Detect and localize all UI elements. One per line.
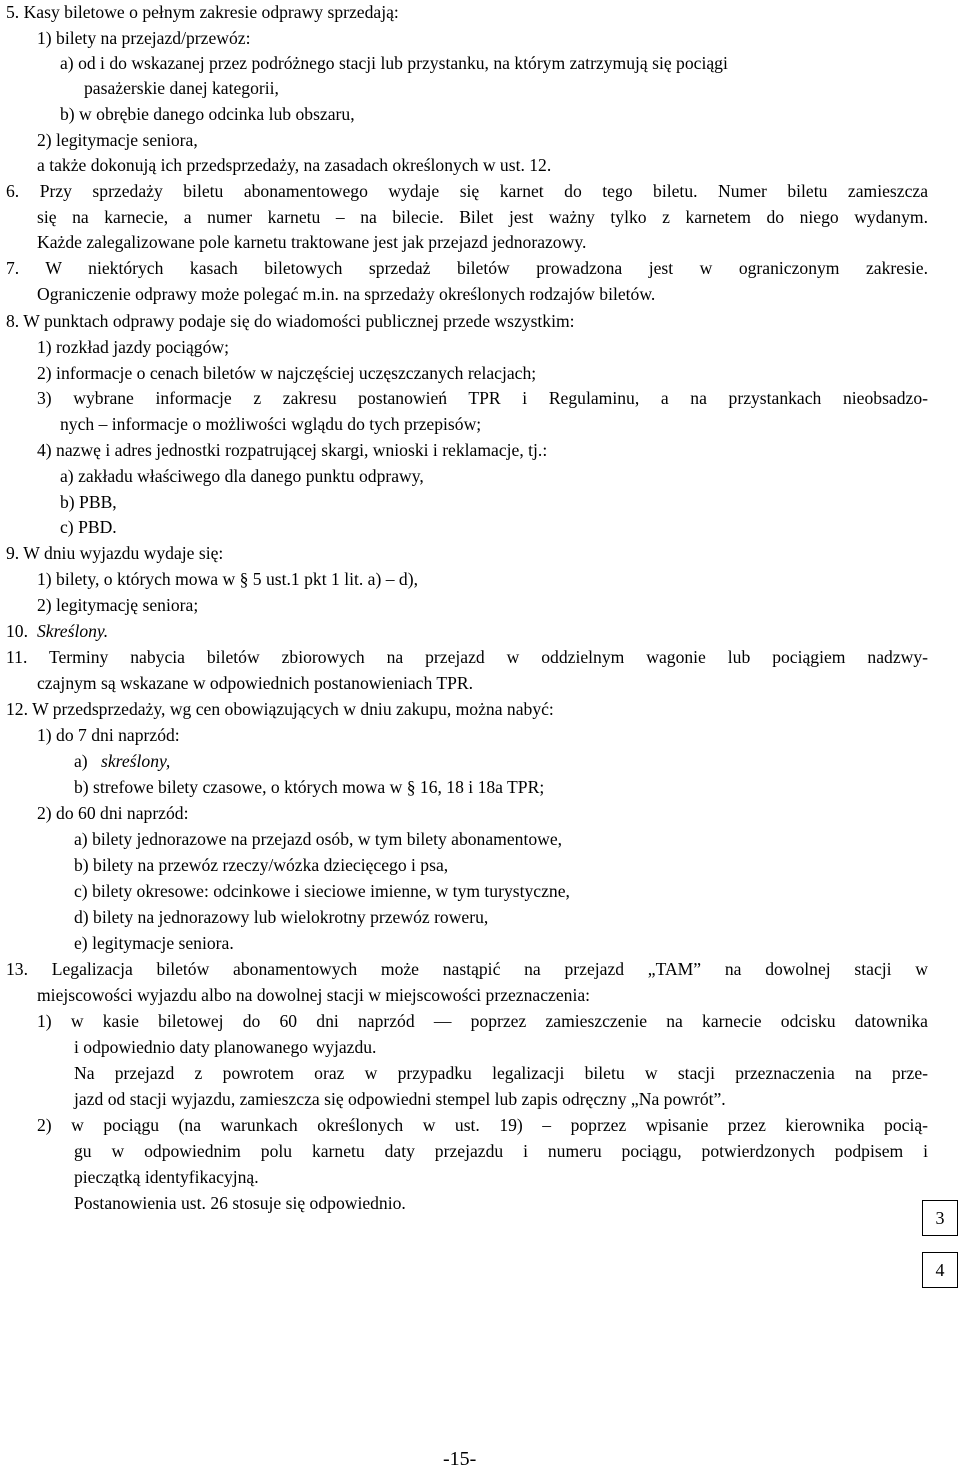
text-line: pasażerskie danej kategorii,	[84, 78, 279, 98]
text-line: Na przejazd z powrotem oraz w przypadku legalizacji biletu w stacji przeznaczenia na prze-	[74, 1063, 928, 1083]
text-line: a) od i do wskazanej przez podróżnego stacji lub przystanku, na którym zatrzymują się pociągi	[60, 53, 728, 73]
text-line: b) w obrębie danego odcinka lub obszaru,	[60, 104, 355, 124]
text-line: c) PBD.	[60, 517, 117, 537]
text-line: pieczątką identyfikacyjną.	[74, 1167, 259, 1187]
text-line: miejscowości wyjazdu albo na dowolnej stacji w miejscowości przeznaczenia:	[37, 985, 591, 1005]
text-line: jazd od stacji wyjazdu, zamieszcza się odpowiedni stempel lub zapis odręczny „Na powrót”.	[74, 1089, 726, 1109]
text-line: 2) legitymacje seniora,	[37, 130, 198, 150]
item-number: 10.	[6, 621, 28, 641]
text-line: gu w odpowiednim polu karnetu daty przejazdu i numeru pociągu, potwierdzonych podpisem i	[74, 1141, 928, 1161]
text-line: a) zakładu właściwego dla danego punktu odprawy,	[60, 466, 424, 486]
text-line: czajnym są wskazane w odpowiednich postanowieniach TPR.	[37, 673, 473, 693]
text-line: a także dokonują ich przedsprzedaży, na zasadach określonych w ust. 12.	[37, 155, 552, 175]
text-line: 4) nazwę i adres jednostki rozpatrującej skargi, wnioski i reklamacje, tj.:	[37, 440, 548, 460]
text-line: 2) legitymację seniora;	[37, 595, 199, 615]
text-line: 5. Kasy biletowe o pełnym zakresie odprawy sprzedają:	[6, 2, 399, 22]
text-line: 2) w pociągu (na warunkach określonych w ust. 19) – poprzez wpisanie przez kierownika pocią-	[37, 1115, 928, 1135]
text-line: Każde zalegalizowane pole karnetu traktowane jest jak przejazd jednorazowy.	[37, 232, 587, 252]
text-line: i odpowiednio daty planowanego wyjazdu.	[74, 1037, 377, 1057]
text-line: 1) do 7 dni naprzód:	[37, 725, 180, 745]
text-line: nych – informacje o możliwości wglądu do tych przepisów;	[60, 414, 482, 434]
text-line: 3) wybrane informacje z zakresu postanowień TPR i Regulaminu, a na przystankach nieobsadzo-	[37, 388, 928, 408]
text-line: 2) informacje o cenach biletów w najczęściej uczęszczanych relacjach;	[37, 363, 537, 383]
text-line: się na karnecie, a numer karnetu – na bilecie. Bilet jest ważny tylko z karnetem do niego wydanym.	[37, 207, 928, 227]
item-letter: a)	[74, 751, 88, 771]
text-line: d) bilety na jednorazowy lub wielokrotny przewóz roweru,	[74, 907, 489, 927]
side-box: 4	[922, 1252, 958, 1288]
text-line: 2) do 60 dni naprzód:	[37, 803, 189, 823]
text-line: c) bilety okresowe: odcinkowe i sieciowe imienne, w tym turystyczne,	[74, 881, 570, 901]
text-line: 13. Legalizacja biletów abonamentowych może nastąpić na przejazd „TAM” na dowolnej stacji w	[6, 959, 928, 979]
text-line: 8. W punktach odprawy podaje się do wiadomości publicznej przede wszystkim:	[6, 311, 575, 331]
side-box: 3	[922, 1200, 958, 1236]
text-line: 6. Przy sprzedaży biletu abonamentowego wydaje się karnet do tego biletu. Numer biletu zamieszcza	[6, 181, 928, 201]
text-line: b) strefowe bilety czasowe, o których mowa w § 16, 18 i 18a TPR;	[74, 777, 545, 797]
text-line: 1) w kasie biletowej do 60 dni naprzód — poprzez zamieszczenie na karnecie odcisku datownika	[37, 1011, 928, 1031]
text-line: 1) rozkład jazdy pociągów;	[37, 337, 229, 357]
text-line: 11. Terminy nabycia biletów zbiorowych na przejazd w oddzielnym wagonie lub pociągiem nadzwy-	[6, 647, 928, 667]
text-line: 1) bilety, o których mowa w § 5 ust.1 pkt 1 lit. a) – d),	[37, 569, 418, 589]
text-line: 12. W przedsprzedaży, wg cen obowiązujących w dniu zakupu, można nabyć:	[6, 699, 554, 719]
text-line: 7. W niektórych kasach biletowych sprzedaż biletów prowadzona jest w ograniczonym zakresie.	[6, 258, 928, 278]
text-line: Ograniczenie odprawy może polegać m.in. na sprzedaży określonych rodzajów biletów.	[37, 284, 656, 304]
text-line-italic: skreślony,	[101, 751, 171, 771]
page-number: -15-	[443, 1448, 477, 1470]
text-line: 9. W dniu wyjazdu wydaje się:	[6, 543, 224, 563]
text-line: a) bilety jednorazowe na przejazd osób, w tym bilety abonamentowe,	[74, 829, 563, 849]
text-line: e) legitymacje seniora.	[74, 933, 234, 953]
text-line: b) PBB,	[60, 492, 117, 512]
text-line: b) bilety na przewóz rzeczy/wózka dziecięcego i psa,	[74, 855, 449, 875]
text-line-italic: Skreślony.	[37, 621, 109, 641]
text-line: 1) bilety na przejazd/przewóz:	[37, 28, 251, 48]
text-line: Postanowienia ust. 26 stosuje się odpowiednio.	[74, 1193, 406, 1213]
